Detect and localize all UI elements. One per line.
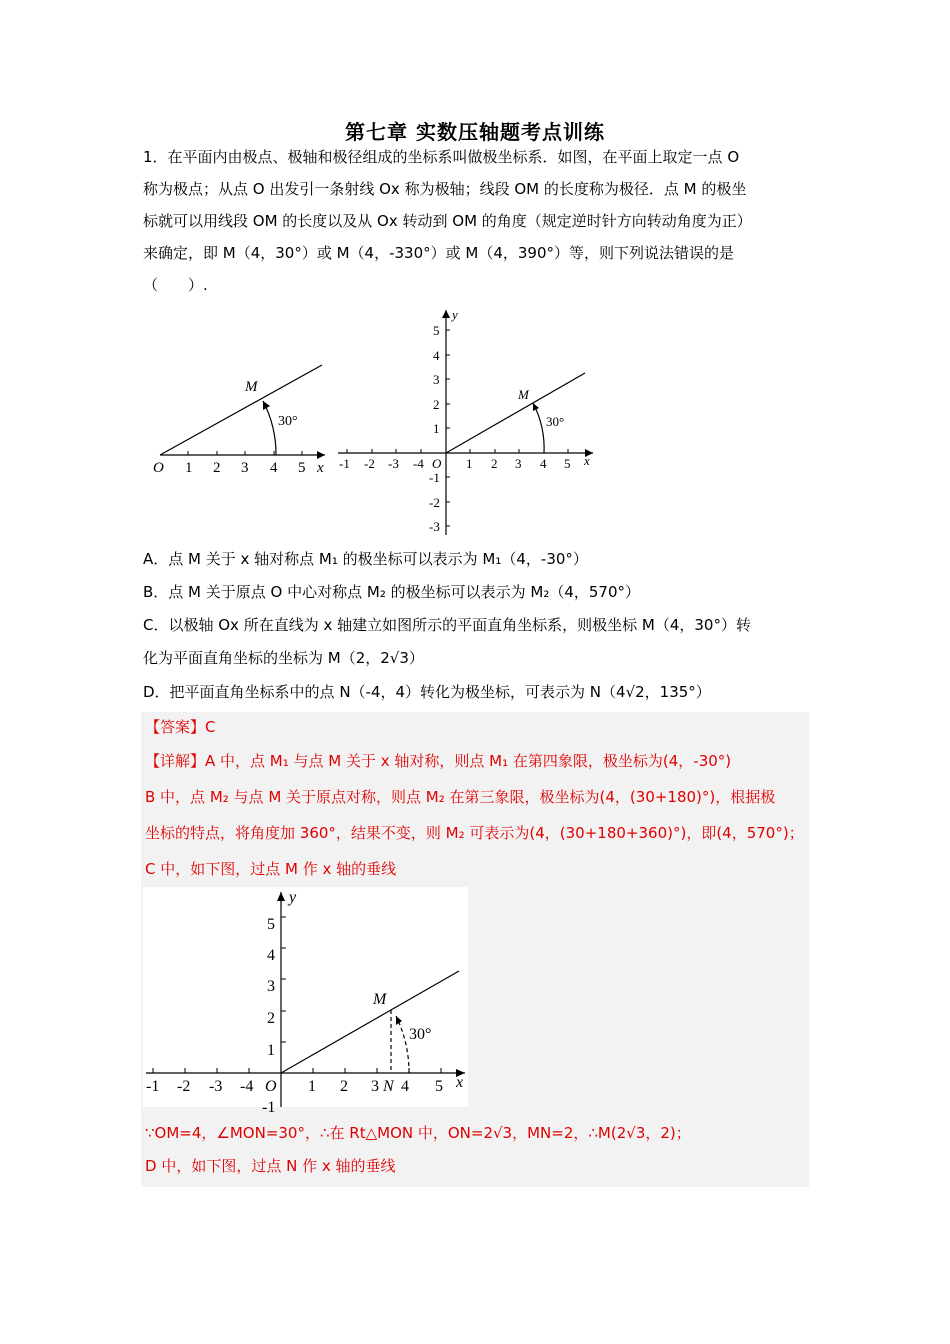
question-line: （ ）. <box>143 276 208 294</box>
x-tick-label: 4 <box>270 460 278 476</box>
y-tick-label: 5 <box>267 916 275 933</box>
origin-label: O <box>265 1078 277 1095</box>
y-tick-label: 1 <box>433 421 440 436</box>
polar-figure <box>145 355 335 480</box>
origin-label: O <box>153 460 164 476</box>
question-line: 标就可以用线段 OM 的长度以及从 Ox 转动到 OM 的角度（规定逆时针方向转动角度为正） <box>143 212 752 230</box>
y-tick-label: -1 <box>262 1099 276 1116</box>
point-m-label: M <box>518 387 529 402</box>
detail-line: C 中，如下图，过点 M 作 x 轴的垂线 <box>145 860 397 878</box>
angle-arc <box>533 403 544 453</box>
detail-line: ∵OM=4，∠MON=30°，∴在 Rt△MON 中，ON=2√3，MN=2，∴M(2√3，2)； <box>145 1124 691 1142</box>
y-tick-label: 3 <box>267 978 275 995</box>
answer-figure-bg <box>143 887 468 1107</box>
y-tick-label: 2 <box>433 397 440 412</box>
question-line: 1．在平面内由极点、极轴和极径组成的坐标系叫做极坐标系．如图，在平面上取定一点 O <box>143 148 740 166</box>
ray-om <box>160 365 322 455</box>
x-tick-label: 2 <box>491 456 498 471</box>
option-b: B．点 M 关于原点 O 中心对称点 M₂ 的极坐标可以表示为 M₂（4，570°） <box>143 583 641 601</box>
y-tick-label: 5 <box>433 323 440 338</box>
option-d: D．把平面直角坐标系中的点 N（-4，4）转化为极坐标，可表示为 N（4√2，135°） <box>143 683 711 701</box>
x-tick-label: 4 <box>540 456 547 471</box>
angle-label: 30° <box>409 1026 432 1043</box>
point-n-label: N <box>383 1078 394 1095</box>
axis-ticks <box>347 330 568 526</box>
x-tick-label: 2 <box>340 1078 348 1095</box>
x-tick-label: 1 <box>185 460 193 476</box>
x-tick-label: 5 <box>564 456 571 471</box>
point-m-label: M <box>245 379 258 395</box>
detail-line: 【详解】A 中，点 M₁ 与点 M 关于 x 轴对称，则点 M₁ 在第四象限，极坐标为(4，-30°) <box>145 752 732 770</box>
detail-line: B 中，点 M₂ 与点 M 关于原点对称，则点 M₂ 在第三象限，极坐标为(4，(30+180)°)，根据极 <box>145 788 776 806</box>
axis-label: x <box>317 460 324 476</box>
point-m-label: M <box>373 991 387 1008</box>
option-a: A．点 M 关于 x 轴对称点 M₁ 的极坐标可以表示为 M₁（4，-30°） <box>143 550 588 568</box>
option-c-line1: C．以极轴 Ox 所在直线为 x 轴建立如图所示的平面直角坐标系，则极坐标 M（4，30°）转 <box>143 616 751 634</box>
y-tick-label: -2 <box>429 495 440 510</box>
x-tick-label: -1 <box>146 1078 160 1095</box>
origin-label: O <box>432 456 442 471</box>
y-tick-label: -3 <box>429 519 440 534</box>
answer-figure <box>143 887 468 1116</box>
angle-label: 30° <box>546 414 565 429</box>
page-title: 第七章 实数压轴题考点训练 <box>345 120 605 144</box>
detail-line: D 中，如下图，过点 N 作 x 轴的垂线 <box>145 1157 396 1175</box>
y-tick-label: 2 <box>267 1010 275 1027</box>
detail-line: 坐标的特点，将角度加 360°，结果不变，则 M₂ 可表示为(4，(30+180+360)°)，即(4，570°)； <box>145 824 804 842</box>
y-axis-label: y <box>289 889 297 906</box>
angle-arc <box>263 401 276 455</box>
answer-line: 【答案】C <box>145 718 216 736</box>
x-tick-label: -3 <box>209 1078 223 1095</box>
x-axis-label: x <box>584 453 590 468</box>
question-line: 称为极点；从点 O 出发引一条射线 Ox 称为极轴；线段 OM 的长度称为极径．点 M 的极坐 <box>143 180 747 198</box>
y-tick-label: -1 <box>429 470 440 485</box>
ray-om <box>446 373 585 453</box>
angle-label: 30° <box>278 414 298 429</box>
option-c-line2: 化为平面直角坐标的坐标为 M（2，2√3） <box>143 649 424 667</box>
x-tick-label: 3 <box>515 456 522 471</box>
y-tick-label: 4 <box>433 348 440 363</box>
x-tick-label: -4 <box>240 1078 254 1095</box>
x-tick-label: 4 <box>401 1078 409 1095</box>
cartesian-figure <box>335 305 600 537</box>
x-tick-label: 1 <box>466 456 473 471</box>
y-tick-label: 1 <box>267 1042 275 1059</box>
x-tick-label: -2 <box>364 456 375 471</box>
y-tick-label: 4 <box>267 947 275 964</box>
y-tick-label: 3 <box>433 372 440 387</box>
y-axis-label: y <box>452 307 458 322</box>
x-tick-label: 5 <box>298 460 306 476</box>
x-tick-label: 2 <box>213 460 221 476</box>
x-tick-label: -1 <box>339 456 350 471</box>
polar-axis-ticks <box>188 451 302 455</box>
x-tick-label: 1 <box>308 1078 316 1095</box>
question-line: 来确定，即 M（4，30°）或 M（4，-330°）或 M（4，390°）等，则下列说法错误的是 <box>143 244 735 262</box>
y-axis-arrow <box>442 310 450 318</box>
polar-axis-arrow <box>317 451 325 459</box>
x-tick-label: 5 <box>435 1078 443 1095</box>
x-tick-label: -4 <box>413 456 424 471</box>
x-tick-label: -2 <box>177 1078 191 1095</box>
x-tick-label: -3 <box>388 456 399 471</box>
x-axis-label: x <box>456 1074 464 1091</box>
x-tick-label: 3 <box>371 1078 379 1095</box>
question-text <box>143 141 808 301</box>
x-tick-label: 3 <box>241 460 249 476</box>
